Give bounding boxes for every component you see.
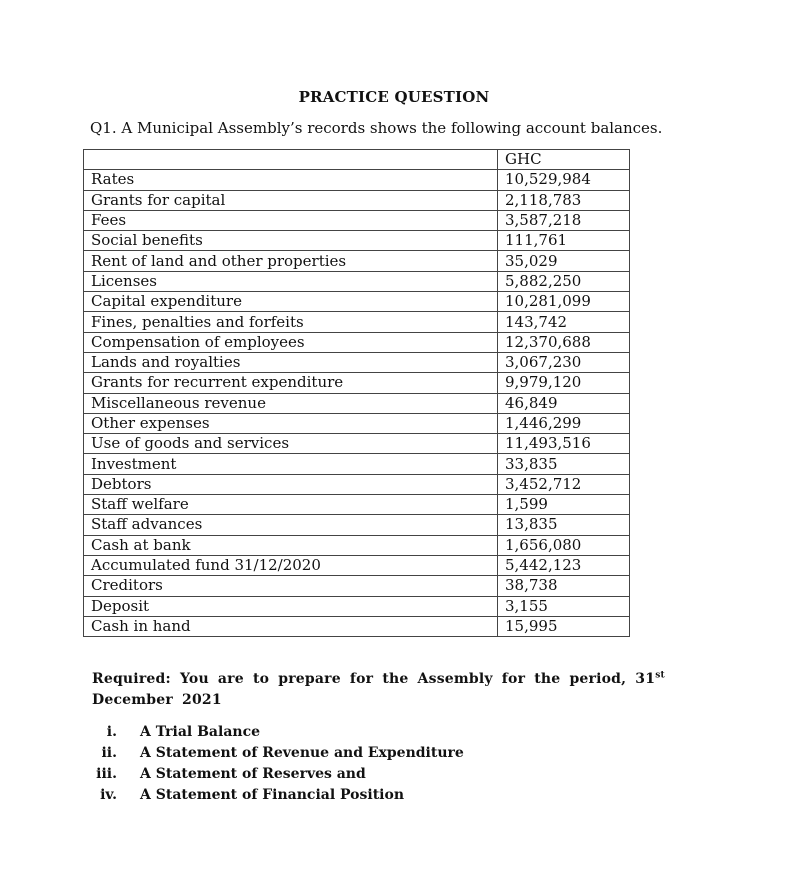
table-row xyxy=(84,170,630,190)
task-label: A Trial Balance xyxy=(140,724,260,740)
account-value-cell: 13,835 xyxy=(498,515,630,535)
account-value-cell: 15,995 xyxy=(498,616,630,636)
account-name-cell: Grants for capital xyxy=(84,190,498,210)
table-row xyxy=(84,434,630,454)
table-row xyxy=(84,616,630,636)
header-label-cell xyxy=(84,150,498,170)
account-value-cell: 1,599 xyxy=(498,495,630,515)
account-name-cell: Staff advances xyxy=(84,515,498,535)
account-name-cell: Rent of land and other properties xyxy=(84,251,498,271)
account-value-cell: 3,155 xyxy=(498,596,630,616)
table-row xyxy=(84,596,630,616)
table-row xyxy=(84,576,630,596)
task-label: A Statement of Financial Position xyxy=(140,787,405,803)
account-name-cell: Rates xyxy=(84,170,498,190)
account-name-cell: Accumulated fund 31/12/2020 xyxy=(84,555,498,575)
account-value-cell: 46,849 xyxy=(498,393,630,413)
task-item xyxy=(80,743,464,764)
task-item xyxy=(80,764,464,785)
page-title: PRACTICE QUESTION xyxy=(298,88,490,106)
table-row xyxy=(84,352,630,372)
required-text: Required: You are to prepare for the Assembly for the period, 31 xyxy=(92,671,656,687)
account-value-cell: 12,370,688 xyxy=(498,332,630,352)
table-row xyxy=(84,393,630,413)
account-value-cell: 11,493,516 xyxy=(498,434,630,454)
header-currency-cell: GHC xyxy=(498,150,630,170)
account-name-cell: Fines, penalties and forfeits xyxy=(84,312,498,332)
table-row xyxy=(84,231,630,251)
account-value-cell: 3,587,218 xyxy=(498,210,630,230)
account-name-cell: Lands and royalties xyxy=(84,352,498,372)
table-row xyxy=(84,373,630,393)
account-name-cell: Debtors xyxy=(84,474,498,494)
required-date: December 2021 xyxy=(92,692,222,708)
account-name-cell: Cash in hand xyxy=(84,616,498,636)
task-list xyxy=(80,722,464,806)
task-label: A Statement of Revenue and Expenditure xyxy=(140,745,464,761)
account-value-cell: 33,835 xyxy=(498,454,630,474)
table-row xyxy=(84,474,630,494)
table-row xyxy=(84,312,630,332)
table-row xyxy=(84,251,630,271)
table-header-row xyxy=(84,150,630,170)
account-value-cell: 1,446,299 xyxy=(498,413,630,433)
account-value-cell: 38,738 xyxy=(498,576,630,596)
account-name-cell: Use of goods and services xyxy=(84,434,498,454)
task-number: iii. xyxy=(96,766,117,782)
account-name-cell: Compensation of employees xyxy=(84,332,498,352)
task-item xyxy=(80,722,464,743)
task-number: iv. xyxy=(100,787,117,803)
account-name-cell: Fees xyxy=(84,210,498,230)
table-row xyxy=(84,210,630,230)
required-instruction xyxy=(92,669,718,711)
table-row xyxy=(84,271,630,291)
account-name-cell: Deposit xyxy=(84,596,498,616)
task-label: A Statement of Reserves and xyxy=(140,766,366,782)
account-name-cell: Licenses xyxy=(84,271,498,291)
table-row xyxy=(84,555,630,575)
account-balances-table xyxy=(83,149,630,637)
account-value-cell: 143,742 xyxy=(498,312,630,332)
account-name-cell: Miscellaneous revenue xyxy=(84,393,498,413)
account-value-cell: 9,979,120 xyxy=(498,373,630,393)
account-name-cell: Investment xyxy=(84,454,498,474)
table-row xyxy=(84,332,630,352)
table-row xyxy=(84,535,630,555)
account-name-cell: Capital expenditure xyxy=(84,292,498,312)
task-item xyxy=(80,785,464,806)
account-value-cell: 111,761 xyxy=(498,231,630,251)
table-row xyxy=(84,413,630,433)
table-row xyxy=(84,454,630,474)
account-name-cell: Other expenses xyxy=(84,413,498,433)
task-number: i. xyxy=(106,724,117,740)
account-name-cell: Grants for recurrent expenditure xyxy=(84,373,498,393)
account-name-cell: Cash at bank xyxy=(84,535,498,555)
table-row xyxy=(84,515,630,535)
account-value-cell: 5,882,250 xyxy=(498,271,630,291)
account-value-cell: 35,029 xyxy=(498,251,630,271)
account-value-cell: 3,452,712 xyxy=(498,474,630,494)
account-value-cell: 10,281,099 xyxy=(498,292,630,312)
task-number: ii. xyxy=(101,745,117,761)
account-value-cell: 10,529,984 xyxy=(498,170,630,190)
account-value-cell: 3,067,230 xyxy=(498,352,630,372)
account-name-cell: Social benefits xyxy=(84,231,498,251)
account-name-cell: Creditors xyxy=(84,576,498,596)
table-row xyxy=(84,190,630,210)
question-intro: Q1. A Municipal Assembly’s records shows the following account balances. xyxy=(90,119,663,137)
table-row xyxy=(84,292,630,312)
ordinal-suffix: st xyxy=(655,670,665,681)
account-value-cell: 2,118,783 xyxy=(498,190,630,210)
table-row xyxy=(84,495,630,515)
account-name-cell: Staff welfare xyxy=(84,495,498,515)
account-value-cell: 5,442,123 xyxy=(498,555,630,575)
account-value-cell: 1,656,080 xyxy=(498,535,630,555)
